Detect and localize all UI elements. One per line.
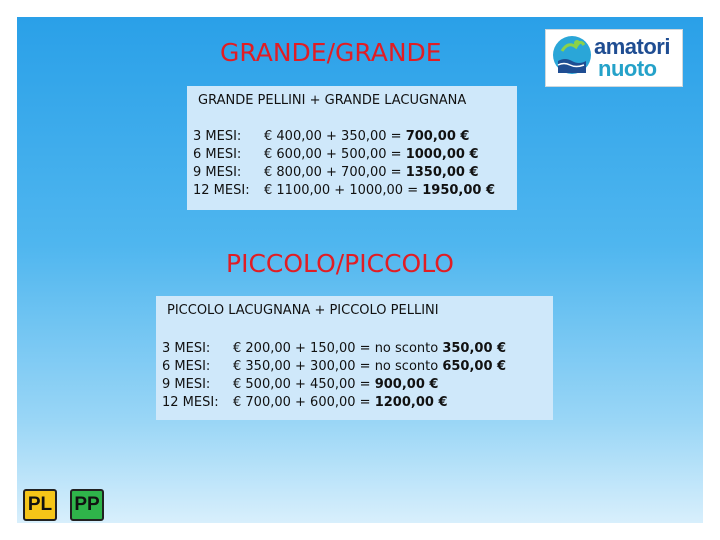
section1-subtitle: GRANDE PELLINI + GRANDE LACUGNANA — [198, 93, 467, 108]
row-total: 1000,00 € — [405, 147, 479, 162]
row-calc: € 350,00 + 300,00 = no sconto — [233, 359, 443, 374]
row-label: 9 MESI: — [193, 165, 242, 180]
row-calc: € 1100,00 + 1000,00 = — [264, 183, 423, 198]
row-calc: € 200,00 + 150,00 = no sconto — [233, 341, 443, 356]
section2-subtitle: PICCOLO LACUGNANA + PICCOLO PELLINI — [167, 303, 439, 318]
row-calc: € 800,00 + 700,00 = — [264, 165, 406, 180]
row-value — [233, 340, 506, 358]
row-calc: € 500,00 + 450,00 = — [233, 377, 375, 392]
row-total: 1200,00 € — [374, 395, 448, 410]
row-label: 6 MESI: — [193, 147, 242, 162]
section2-title: PICCOLO/PICCOLO — [226, 249, 454, 278]
row-value — [233, 376, 438, 394]
row-value — [233, 358, 506, 376]
row-calc: € 600,00 + 500,00 = — [264, 147, 406, 162]
row-label: 9 MESI: — [162, 377, 211, 392]
row-label: 12 MESI: — [193, 183, 250, 198]
logo-text-amatori: amatori — [594, 34, 670, 59]
row-total: 650,00 € — [442, 359, 507, 374]
row-value — [233, 394, 448, 412]
row-total: 700,00 € — [405, 129, 470, 144]
row-calc: € 400,00 + 350,00 = — [264, 129, 406, 144]
row-calc: € 700,00 + 600,00 = — [233, 395, 375, 410]
swimmer-logo-icon — [550, 33, 594, 83]
pp-badge: PP — [70, 489, 104, 521]
row-total: 900,00 € — [374, 377, 439, 392]
row-total: 350,00 € — [442, 341, 507, 356]
row-label: 6 MESI: — [162, 359, 211, 374]
logo-text-nuoto: nuoto — [598, 56, 657, 81]
section1-title: GRANDE/GRANDE — [220, 38, 442, 67]
row-value — [264, 146, 479, 164]
row-value — [264, 164, 479, 182]
section2-box — [156, 296, 553, 420]
row-value — [264, 128, 469, 146]
amatori-nuoto-logo — [545, 29, 683, 87]
row-label: 12 MESI: — [162, 395, 219, 410]
row-value — [264, 182, 495, 200]
pl-badge: PL — [23, 489, 57, 521]
row-total: 1350,00 € — [405, 165, 479, 180]
row-label: 3 MESI: — [162, 341, 211, 356]
row-label: 3 MESI: — [193, 129, 242, 144]
row-total: 1950,00 € — [422, 183, 496, 198]
section1-box — [187, 86, 517, 210]
